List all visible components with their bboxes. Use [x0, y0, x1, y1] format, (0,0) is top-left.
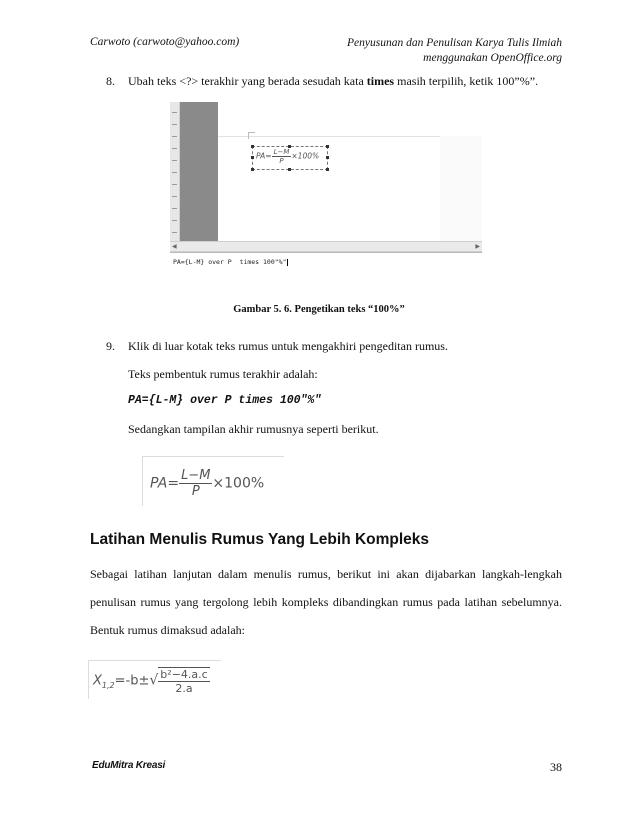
- step-8: [106, 74, 538, 89]
- quad-numerator: b²−4.a.c: [160, 668, 208, 681]
- formula-lhs: PA=: [256, 151, 272, 161]
- horizontal-scrollbar[interactable]: [170, 241, 482, 252]
- quad-denominator: 2.a: [175, 682, 193, 695]
- resize-handle[interactable]: [288, 168, 291, 171]
- formula-code: PA={L-M} over P times 100"%": [128, 394, 322, 407]
- resize-handle[interactable]: [326, 145, 329, 148]
- ruler-tick: [172, 184, 177, 185]
- ruler-tick: [172, 148, 177, 149]
- step-9-after: Sedangkan tampilan akhir rumusnya seperti berikut.: [128, 422, 379, 436]
- page-right-band: [440, 136, 482, 250]
- page-margin-area: [180, 102, 218, 250]
- header-title-line1: Penyusunan dan Penulisan Karya Tulis Ilmiah: [347, 37, 562, 49]
- step-8-text-before: Ubah teks <?> terakhir yang berada sesudah kata: [128, 74, 367, 88]
- step-8-bold-word: times: [366, 74, 395, 88]
- quadratic-formula-image: [88, 660, 221, 699]
- quad-subscript: 1,2: [101, 681, 115, 691]
- formula-rhs: ×100%: [291, 151, 320, 161]
- figure-caption: Gambar 5. 6. Pengetikan teks “100%”: [233, 304, 405, 315]
- ruler-tick: [172, 196, 177, 197]
- page-number: 38: [550, 760, 562, 774]
- ruler-tick: [172, 124, 177, 125]
- sqrt-icon: √: [149, 672, 159, 689]
- page-top-band: [218, 102, 482, 137]
- section-title: Latihan Menulis Rumus Yang Lebih Kompleks: [90, 531, 430, 548]
- header-title: [330, 36, 562, 66]
- formula-preview: [256, 148, 319, 165]
- result-lhs: PA=: [150, 475, 180, 492]
- header-author: Carwoto (carwoto@yahoo.com): [90, 36, 240, 48]
- image-border-top: [142, 456, 284, 457]
- formula-numerator: L−M: [273, 148, 290, 156]
- result-formula-image: [142, 456, 284, 506]
- image-border-left: [142, 456, 143, 506]
- step-9-number: 9.: [106, 339, 115, 353]
- quad-lhs: X: [93, 673, 102, 689]
- result-rhs: ×100%: [212, 475, 265, 492]
- step-8-number: 8.: [106, 74, 115, 88]
- formula-object-frame[interactable]: [252, 146, 328, 170]
- quad-mid: =-b±: [114, 673, 150, 689]
- text-cursor: [287, 259, 288, 266]
- ruler-tick: [172, 160, 177, 161]
- ruler-tick: [172, 172, 177, 173]
- header-title-line2: menggunakan OpenOffice.org: [423, 52, 562, 64]
- scroll-left-arrow-icon[interactable]: ◀: [172, 243, 177, 250]
- editor-screenshot: [170, 102, 482, 300]
- resize-handle[interactable]: [251, 168, 254, 171]
- ruler-tick: [172, 136, 177, 137]
- formula-command-text: PA={L-M} over P times 100"%": [173, 258, 287, 266]
- step-9-intro: Teks pembentuk rumus terakhir adalah:: [128, 367, 318, 381]
- vertical-ruler: [170, 102, 180, 250]
- resize-handle[interactable]: [251, 156, 254, 159]
- resize-handle[interactable]: [251, 145, 254, 148]
- ruler-tick: [172, 208, 177, 209]
- resize-handle[interactable]: [326, 168, 329, 171]
- result-numerator: L−M: [181, 468, 211, 483]
- ruler-tick: [172, 112, 177, 113]
- formula-denominator: P: [279, 157, 284, 165]
- scroll-right-arrow-icon[interactable]: ▶: [475, 243, 480, 250]
- page-corner-marker: [248, 132, 255, 139]
- result-denominator: P: [191, 484, 200, 499]
- quadratic-formula: [93, 667, 210, 695]
- ruler-tick: [172, 232, 177, 233]
- resize-handle[interactable]: [326, 156, 329, 159]
- footer-brand: EduMitra Kreasi: [92, 760, 166, 771]
- step-9-text: Klik di luar kotak teks rumus untuk mengakhiri pengeditan rumus.: [128, 339, 448, 353]
- result-formula: [150, 468, 264, 499]
- step-8-text-after: masih terpilih, ketik 100”%”.: [394, 74, 539, 88]
- formula-command-window[interactable]: [170, 252, 482, 301]
- step-9: [106, 339, 448, 354]
- intro-paragraph: Sebagai latihan lanjutan dalam menulis rumus, berikut ini akan dijabarkan langkah-lengkah penulisan rumus yang tergolong lebih kompleks dibandingkan rumus pada latihan sebelumnya. Bentuk rumus dimaksud adalah:: [90, 567, 562, 637]
- ruler-tick: [172, 220, 177, 221]
